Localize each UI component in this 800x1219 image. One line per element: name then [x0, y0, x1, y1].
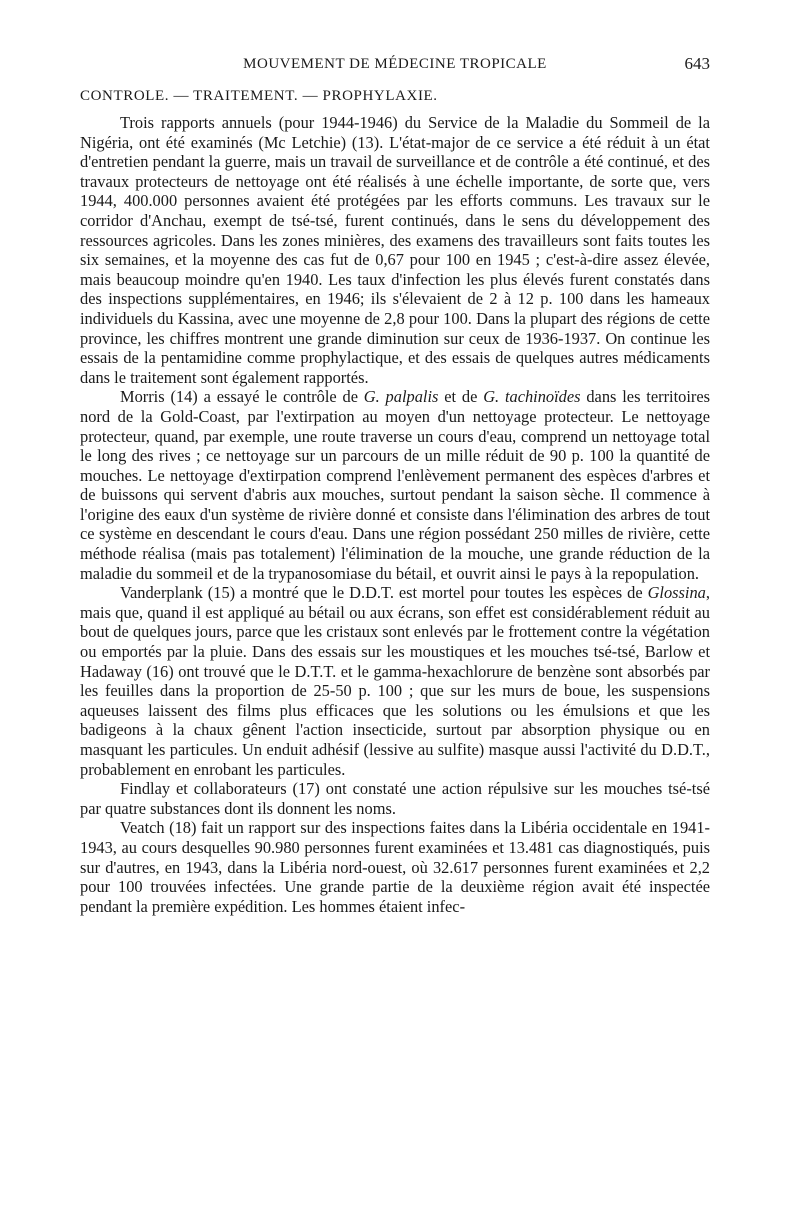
running-title: MOUVEMENT DE MÉDECINE TROPICALE — [243, 56, 547, 72]
species-name: G. palpalis — [363, 387, 439, 407]
paragraph-text: et de — [438, 387, 484, 407]
page-number: 643 — [684, 54, 710, 73]
genus-name: Glossina — [647, 583, 706, 603]
paragraph-vanderplank-ddt — [80, 583, 710, 779]
paragraph-text: Morris (14) a essayé le contrôle de — [120, 387, 364, 407]
running-header — [80, 52, 710, 82]
body-text — [80, 113, 710, 916]
paragraph-text: dans les territoires nord de la Gold-Coast, par l'extirpation au moyen d'un nettoyage protecteur. Le nettoyage protecteur, quand, par exemple, une route traverse un cours d'eau, comprend un nettoyage total le long des rives ; ce nettoyage sur un parcours de un mille réduit de 90 p. 100 la quantité de mouches. Le nettoyage d'extirpation comprend l'enlèvement permanent des espèces d'arbres et de buissons qui servent d'abris aux mouches, surtout pendant la saison sèche. Il commence à l'origine des eaux d'un système de rivière donné et consiste dans l'élimination des arbres de tout ce système en descendant le cours d'eau. Dans une région possédant 250 milles de rivière, cette méthode réalisa (mais pas totalement) l'élimination de la mouche, une grande réduction de la maladie du sommeil et de la trypanosomiase du bétail, et ouvrit ainsi le pays à la repopulation. — [80, 387, 710, 583]
paragraph-text: , mais que, quand il est appliqué au bétail ou aux écrans, son effet est considérablement réduit au bout de quelques jours, parce que les cristaux sont enlevés par le frottement contre la végétation ou emportés par la pluie. Dans des essais sur les moustiques et les mouches tsé-tsé, Barlow et Hadaway (16) ont trouvé que le D.T.T. et le gamma-hexachlorure de benzène sont absorbés par les feuilles dans la proportion de 25-50 p. 100 ; que sur les murs de boue, les suspensions aqueuses laissent des films plus efficaces que les solutions ou les émulsions et que les badigeons à la chaux gênent l'action insecticide, surtout par absorption physique ou en masquant les particules. Un enduit adhésif (lessive au sulfite) masque aussi l'activité du D.D.T., probablement en enrobant les particules. — [80, 583, 710, 779]
paragraph-sleeping-sickness-nigeria: Trois rapports annuels (pour 1944-1946) du Service de la Maladie du Sommeil de la Nigéria, ont été examinés (Mc Letchie) (13). L'état-major de ce service a été réduit à un état d'entretien pendant la guerre, mais un travail de surveillance et de contrôle a été continué, et des travaux protecteurs de nettoyage ont été réalisés à une échelle importante, de sorte que, vers 1944, 400.000 personnes avaient été protégées par les efforts communs. Les travaux sur le corridor d'Anchau, exempt de tsé-tsé, furent continués, dans le sens du développement des ressources agricoles. Dans les zones minières, des examens des travailleurs sont faits toutes les six semaines, et la moyenne des cas fut de 0,67 pour 100 en 1945 ; c'est-à-dire assez élevée, mais beaucoup moindre qu'en 1940. Les taux d'infection les plus élevés furent constatés dans des inspections supplémentaires, en 1946; ils s'élevaient de 2 à 12 p. 100 dans les hameaux individuels du Kassina, avec une moyenne de 2,8 pour 100. Dans la plupart des régions de cette province, les chiffres montrent une grande diminution sur ceux de 1936-1937. On continue les essais de la pentamidine comme prophylactique, et des essais de quelques autres médicaments dans le traitement sont également rapportés. — [80, 113, 710, 387]
section-heading: CONTROLE. — TRAITEMENT. — PROPHYLAXIE. — [80, 88, 438, 104]
species-name: G. tachinoïdes — [483, 387, 581, 407]
paragraph-text: Vanderplank (15) a montré que le D.D.T. est mortel pour toutes les espèces de — [120, 583, 648, 603]
paragraph-morris-gold-coast — [80, 387, 710, 583]
paragraph-findlay-repellent: Findlay et collaborateurs (17) ont constaté une action répulsive sur les mouches tsé-tsé par quatre substances dont ils donnent les noms. — [80, 779, 710, 818]
paragraph-veatch-liberia: Veatch (18) fait un rapport sur des inspections faites dans la Libéria occidentale en 1941-1943, au cours desquelles 90.980 personnes furent examinées et 13.481 cas diagnostiqués, puis sur d'autres, en 1943, dans la Libéria nord-ouest, où 32.617 personnes furent examinées et 2,2 pour 100 trouvées infectées. Une grande partie de la deuxième région avait été inspectée pendant la première expédition. Les hommes étaient infec- — [80, 818, 710, 916]
